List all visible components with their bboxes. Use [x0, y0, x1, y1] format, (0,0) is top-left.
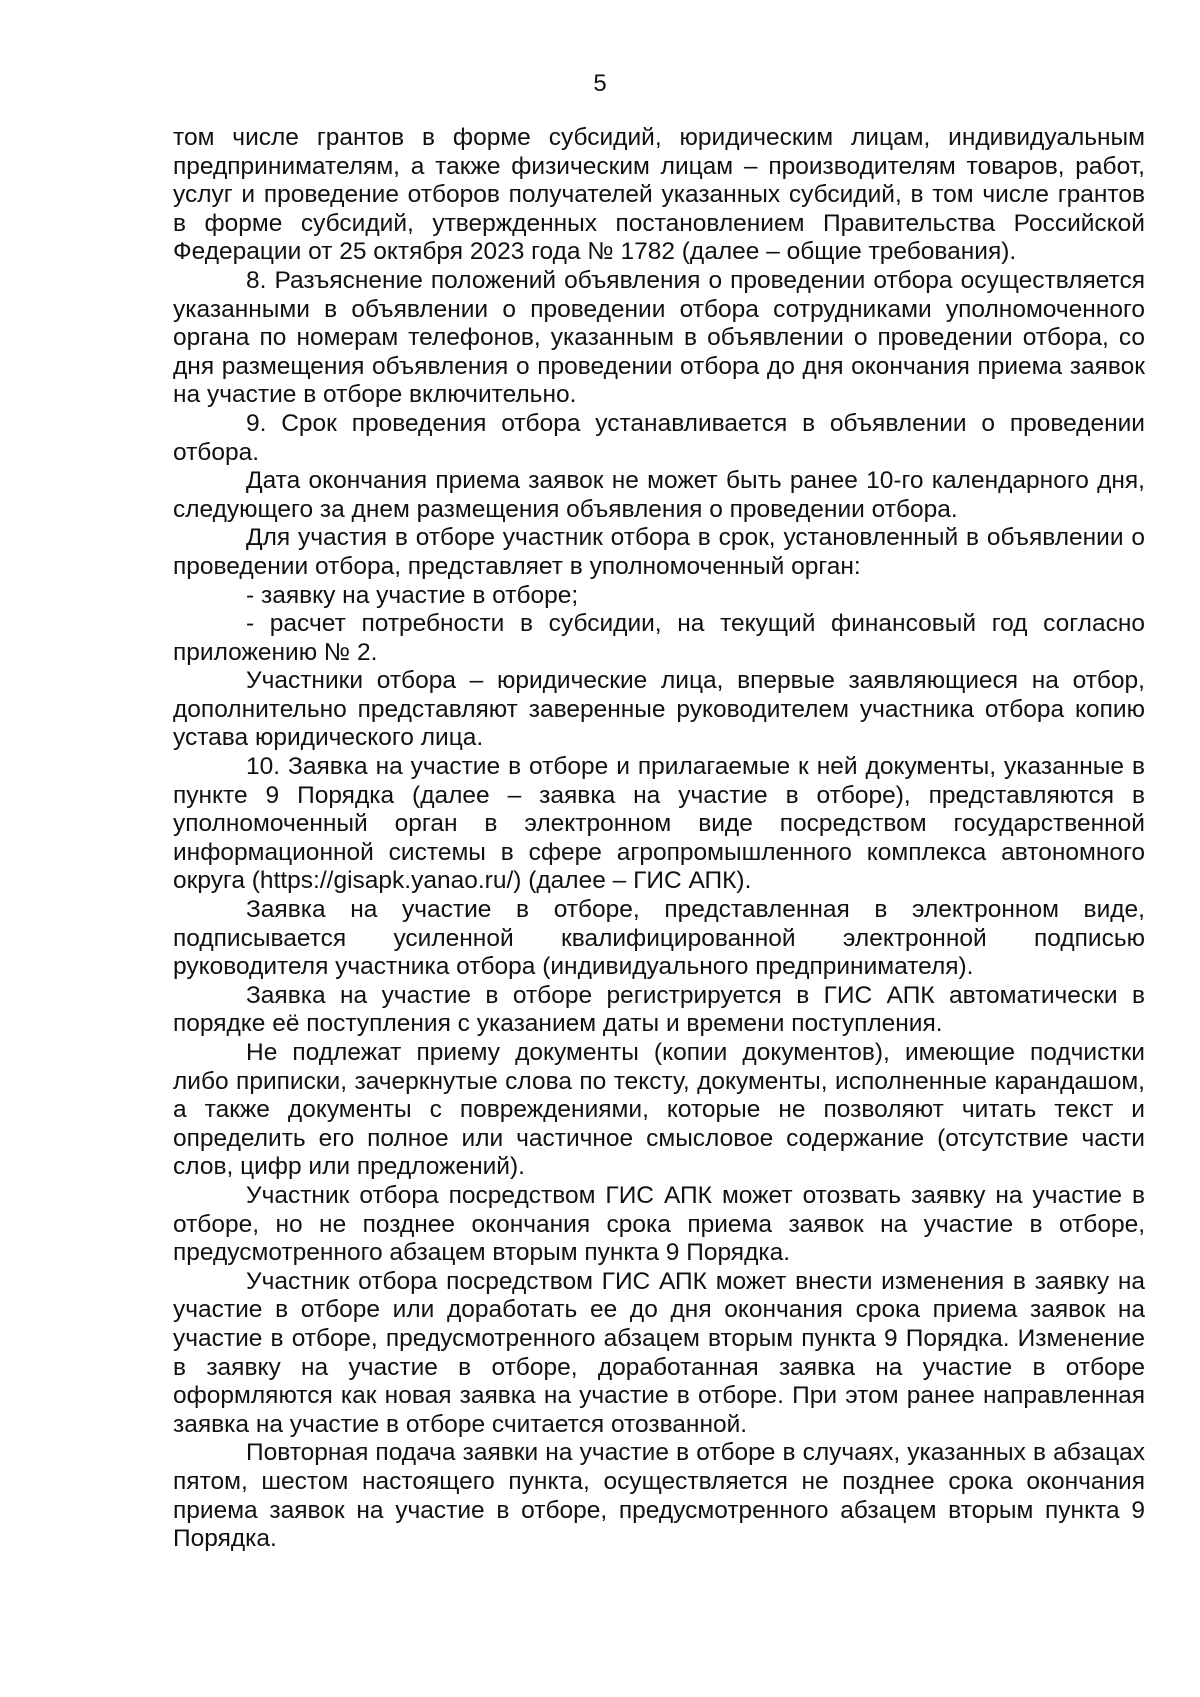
paragraph-item-10: 10. Заявка на участие в отборе и прилагаемые к ней документы, указанные в пункте 9 Порядка (далее – заявка на участие в отборе), представляются в уполномоченный орган в электронном виде посредством государственной информационной системы в сфере агропромышленного комплекса автономного округа (https://gisapk.yanao.ru/) (далее – ГИС АПК).	[173, 753, 1145, 895]
list-item: - расчет потребности в субсидии, на текущий финансовый год согласно приложению № 2.	[173, 610, 1145, 666]
paragraph: Участники отбора – юридические лица, впервые заявляющиеся на отбор, дополнительно представляют заверенные руководителем участника отбора копию устава юридического лица.	[173, 667, 1145, 752]
paragraph: Заявка на участие в отборе регистрируется в ГИС АПК автоматически в порядке её поступления с указанием даты и времени поступления.	[173, 981, 1145, 1038]
paragraph: Участник отбора посредством ГИС АПК может внести изменения в заявку на участие в отборе или доработать ее до дня окончания срока приема заявок на участие в отборе, предусмотренного абзацем вторым пункта 9 Порядка. Изменение в заявку на участие в отборе, доработанная заявка на участие в отборе оформляются как новая заявка на участие в отборе. При этом ранее направленная заявка на участие в отборе считается отозванной.	[173, 1267, 1145, 1438]
document-body	[173, 124, 1145, 1554]
paragraph: Заявка на участие в отборе, представленная в электронном виде, подписывается усиленной квалифицированной электронной подписью руководителя участника отбора (индивидуального предпринимателя).	[173, 896, 1145, 981]
paragraph: Участник отбора посредством ГИС АПК может отозвать заявку на участие в отборе, но не позднее окончания срока приема заявок на участие в отборе, предусмотренного абзацем вторым пункта 9 Порядка.	[173, 1181, 1145, 1267]
paragraph: Дата окончания приема заявок не может быть ранее 10-го календарного дня, следующего за днем размещения объявления о проведении отбора.	[173, 467, 1145, 523]
paragraph: Повторная подача заявки на участие в отборе в случаях, указанных в абзацах пятом, шестом настоящего пункта, осуществляется не позднее срока окончания приема заявок на участие в отборе, предусмотренного абзацем вторым пункта 9 Порядка.	[173, 1439, 1145, 1553]
paragraph-continuation: том числе грантов в форме субсидий, юридическим лицам, индивидуальным предпринимателям, а также физическим лицам – производителям товаров, работ, услуг и проведение отборов получателей указанных субсидий, в том числе грантов в форме субсидий, утвержденных постановлением Правительства Российской Федерации от 25 октября 2023 года № 1782 (далее – общие требования).	[173, 124, 1145, 266]
paragraph-item-8: 8. Разъяснение положений объявления о проведении отбора осуществляется указанными в объявлении о проведении отбора сотрудниками уполномоченного органа по номерам телефонов, указанным в объявлении о проведении отбора, со дня размещения объявления о проведении отбора до дня окончания приема заявок на участие в отборе включительно.	[173, 266, 1145, 409]
paragraph: Не подлежат приему документы (копии документов), имеющие подчистки либо приписки, зачеркнутые слова по тексту, документы, исполненные карандашом, а также документы с повреждениями, которые не позволяют читать текст и определить его полное или частичное смысловое содержание (отсутствие части слов, цифр или предложений).	[173, 1039, 1145, 1181]
paragraph: Для участия в отборе участник отбора в срок, установленный в объявлении о проведении отбора, представляет в уполномоченный орган:	[173, 524, 1145, 580]
paragraph-item-9: 9. Срок проведения отбора устанавливается в объявлении о проведении отбора.	[173, 409, 1145, 466]
list-item: - заявку на участие в отборе;	[246, 581, 579, 609]
page-number: 5	[593, 70, 607, 97]
